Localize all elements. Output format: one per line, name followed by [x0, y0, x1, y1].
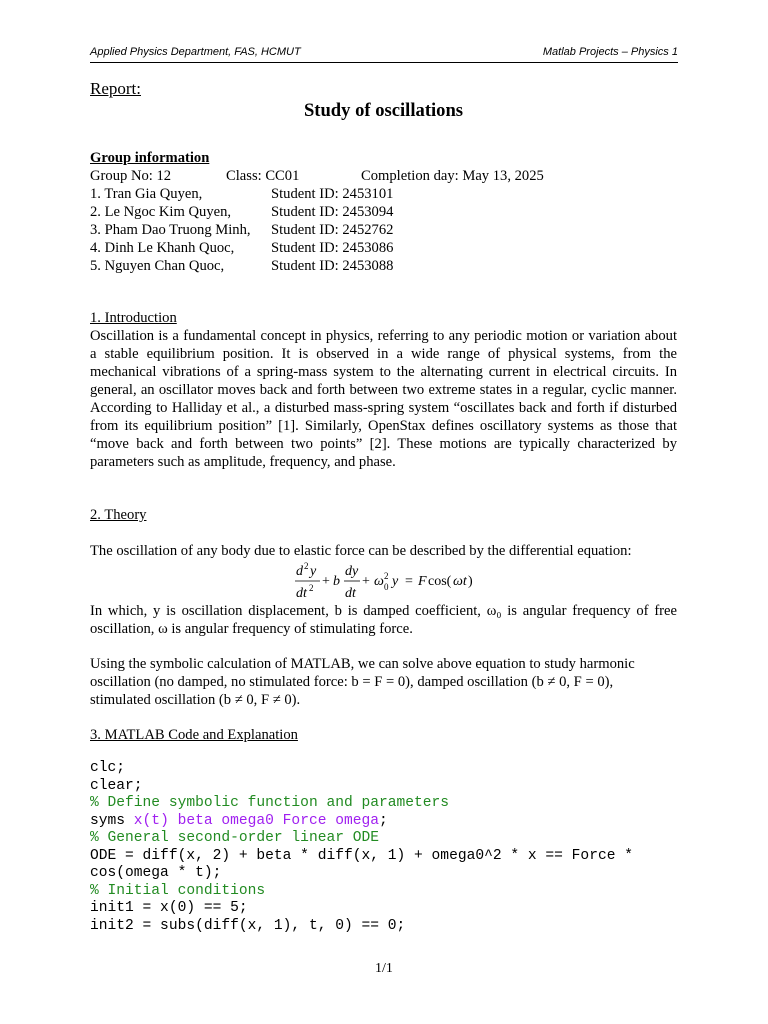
svg-text:0: 0 — [384, 582, 389, 592]
member-row — [90, 185, 544, 203]
theory-explanation-block — [90, 602, 677, 638]
code-line: init2 = subs(diff(x, 1), t, 0) == 0; — [90, 917, 406, 934]
code-heading-block — [90, 726, 677, 744]
svg-text:y: y — [392, 574, 399, 589]
code-symbols: x(t) beta omega0 Force omega — [133, 812, 380, 829]
class-label: Class: CC01 — [226, 168, 300, 184]
differential-equation — [90, 560, 677, 602]
theory-heading: 2. Theory — [90, 507, 147, 523]
member-name: 3. Pham Dao Truong Minh, — [90, 222, 251, 238]
document-title: Study of oscillations — [303, 100, 464, 121]
header-left: Applied Physics Department, FAS, HCMUT — [90, 46, 301, 58]
theory-heading-block — [90, 506, 677, 524]
theory-lead: The oscillation of any body due to elastic force can be described by the differential equation: — [90, 543, 632, 559]
svg-text:dt: dt — [296, 586, 307, 601]
svg-text:ω: ω — [374, 574, 384, 589]
intro-body: Oscillation is a fundamental concept in physics, referring to any periodic motion or variation about a stable equilibrium position. It is observed in a wide range of physical systems, from the mechanical vibrations of a spring-mass system to the alternating current in electrical circuits. In general, an oscillator moves back and forth between two extreme states in a regular, cyclic manner. According to Halliday et al., a disturbed mass-spring system “oscillates back and forth if disturbed from its equilibrium position” [1]. Similarly, OpenStax defines oscillatory systems as those that “move back and forth between two points” [2]. These motions are typically characterized by parameters such as amplitude, frequency, and phase. — [90, 328, 677, 470]
code-line — [90, 813, 633, 831]
group-no: Group No: 12 — [90, 168, 172, 184]
member-row — [90, 257, 544, 275]
introduction-section — [90, 309, 677, 471]
svg-text:dy: dy — [345, 564, 359, 579]
code-comment: % Initial conditions — [90, 882, 266, 899]
code-line: ODE = diff(x, 2) + beta * diff(x, 1) + omega0^2 * x == Force * — [90, 847, 633, 864]
group-info-heading: Group information — [90, 150, 210, 166]
code-heading: 3. MATLAB Code and Explanation — [90, 727, 298, 743]
svg-text:2: 2 — [304, 561, 309, 571]
svg-text:y: y — [310, 564, 317, 579]
group-info-line — [90, 167, 544, 185]
svg-text:dt: dt — [345, 586, 356, 601]
code-line: clear; — [90, 777, 143, 794]
matlab-line-3: stimulated oscillation (b ≠ 0, F ≠ 0). — [90, 692, 301, 708]
member-row — [90, 239, 544, 257]
code-line: clc; — [90, 760, 126, 776]
svg-text:+: + — [362, 574, 370, 589]
svg-text:=: = — [405, 574, 413, 589]
svg-text:d: d — [296, 564, 303, 579]
completion-day: Completion day: May 13, 2025 — [361, 168, 544, 184]
header-right: Matlab Projects – Physics 1 — [542, 46, 678, 58]
member-name: 2. Le Ngoc Kim Quyen, — [90, 204, 232, 220]
member-name: 4. Dinh Le Khanh Quoc, — [90, 240, 235, 256]
group-information — [90, 149, 544, 275]
svg-text:2: 2 — [384, 571, 389, 581]
svg-text:F: F — [418, 574, 427, 589]
svg-text:): ) — [468, 574, 473, 589]
svg-text:ωt: ωt — [453, 574, 467, 589]
equation-svg — [90, 560, 677, 602]
matlab-code-block — [90, 760, 633, 935]
member-id: Student ID: 2452762 — [271, 222, 394, 238]
code-comment: % Define symbolic function and parameters — [90, 795, 450, 811]
page-header — [90, 44, 678, 63]
matlab-line-2: oscillation (no damped, no stimulated force: b = F = 0), damped oscillation (b ≠ 0, F = 0), — [90, 674, 614, 690]
member-name: 5. Nguyen Chan Quoc, — [90, 258, 225, 274]
theory-lead-block — [90, 542, 677, 560]
svg-text:2: 2 — [309, 583, 314, 593]
matlab-line-1: Using the symbolic calculation of MATLAB, we can solve above equation to study harmonic — [90, 656, 635, 672]
page-number: 1/1 — [375, 961, 393, 976]
member-row — [90, 203, 544, 221]
matlab-intro-block — [90, 655, 677, 709]
member-row — [90, 221, 544, 239]
code-comment: % General second-order linear ODE — [90, 830, 380, 846]
svg-text:cos(: cos( — [428, 574, 452, 589]
member-name: 1. Tran Gia Quyen, — [90, 186, 203, 202]
member-id: Student ID: 2453094 — [271, 204, 394, 220]
member-id: Student ID: 2453088 — [271, 258, 394, 274]
svg-text:+: + — [322, 574, 330, 589]
code-terminator: ; — [379, 812, 388, 829]
code-line: cos(omega * t); — [90, 865, 222, 881]
report-label: Report: — [90, 79, 141, 98]
member-id: Student ID: 2453101 — [271, 186, 394, 202]
code-line: init1 = x(0) == 5; — [90, 900, 248, 916]
member-id: Student ID: 2453086 — [271, 240, 394, 256]
svg-text:b: b — [333, 574, 340, 589]
theory-explanation: In which, y is oscillation displacement, b is damped coefficient, ω₀ is angular frequency of free oscillation, ω is angular frequency of stimulating force. — [90, 603, 677, 637]
code-keyword: syms — [90, 812, 134, 829]
intro-heading: 1. Introduction — [90, 310, 177, 326]
